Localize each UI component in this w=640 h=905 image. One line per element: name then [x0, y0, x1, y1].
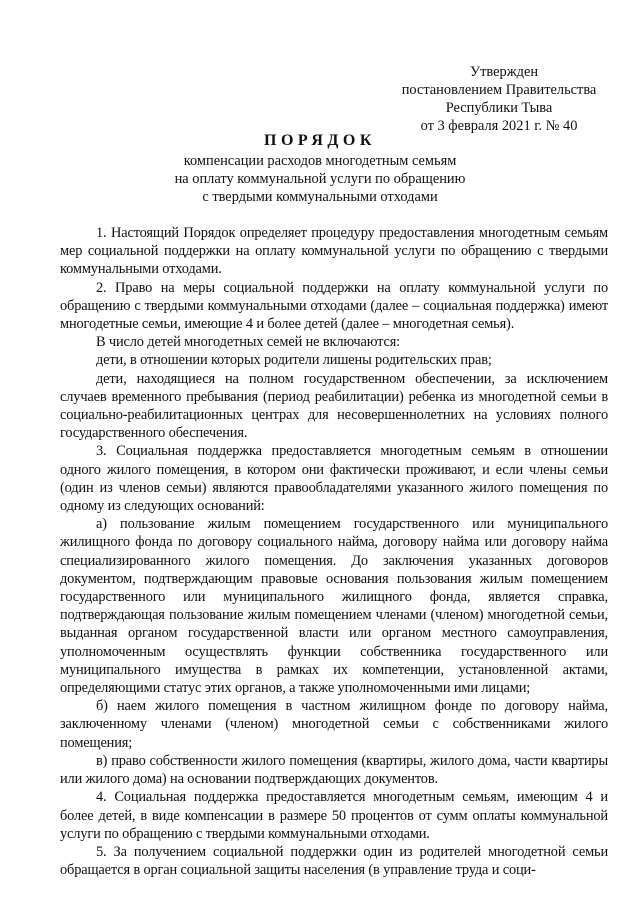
paragraph-2: 2. Право на меры социальной поддержки на оплату коммунальной услуги по обращению с твердыми коммунальными отходами (далее – социальная поддержка) имеют многодетные семьи, имеющие 4 и более детей (далее – многодетная семья).: [60, 279, 608, 333]
subtitle-line: на оплату коммунальной услуги по обращению: [174, 171, 466, 187]
paragraph-5: 5. За получением социальной поддержки один из родителей многодетной семьи обращается в орган социальной защиты населения (в управление труда и соци-: [60, 843, 608, 879]
document-subtitle: [0, 152, 640, 206]
approval-line: Утвержден: [469, 64, 539, 80]
paragraph-1: 1. Настоящий Порядок определяет процедуру предоставления многодетным семьям мер социальной поддержки на оплату коммунальной услуги по обращению с твердыми коммунальными отходами.: [60, 225, 608, 278]
document-body: [60, 224, 608, 879]
subtitle-line: компенсации расходов многодетным семьям: [183, 153, 457, 169]
paragraph-exclusion-1: дети, в отношении которых родители лишены родительских прав;: [96, 352, 492, 369]
paragraph-3c: в) право собственности жилого помещения (квартиры, жилого дома, части квартиры или жилого дома) на основании подтверждающих документов.: [60, 752, 608, 788]
approval-stamp: [384, 63, 614, 135]
approval-line: от 3 февраля 2021 г. № 40: [420, 118, 578, 134]
paragraph-exclusions-intro: В число детей многодетных семей не включаются:: [96, 334, 401, 351]
approval-line: Республики Тыва: [445, 100, 553, 116]
paragraph-4: 4. Социальная поддержка предоставляется многодетным семьям, имеющим 4 и более детей, в виде компенсации в размере 50 процентов от сумм оплаты коммунальной услуги по обращению с твердыми коммунальными отходами.: [60, 789, 608, 842]
paragraph-3a: а) пользование жилым помещением государственного или муниципального жилищного фонда по договору социального найма, договору найма или договору найма специализированного жилого помещения. До заключения указанных договоров документом, подтверждающим правовые основания пользования жилым помещением государственного или муниципального жилищного фонда, является справка, подтверждающая пользование жилым помещением членами (членом) многодетной семьи, выданная органом государственной власти или органом местного самоуправления, уполномоченным осуществлять функции собственника государственного или муниципального имущества в рамках их компетенции, установленной актами, определяющими статус этих органов, а также уполномоченными ими лицами;: [60, 516, 608, 697]
paragraph-exclusion-2: дети, находящиеся на полном государственном обеспечении, за исключением случаев временного пребывания (период реабилитации) ребенка из многодетной семьи в социально-реабилитационных центрах для несовершеннолетних на условиях полного государственного обеспечения.: [60, 370, 608, 442]
document-title: ПОРЯДОК: [264, 132, 376, 149]
approval-line: постановлением Правительства: [401, 82, 597, 98]
subtitle-line: с твердыми коммунальными отходами: [202, 189, 438, 205]
paragraph-3: 3. Социальная поддержка предоставляется многодетным семьям в отношении одного жилого помещения, в котором они фактически проживают, и если члены семьи (один из членов семьи) являются правообладателями указанного жилого помещения по одному из следующих оснований:: [60, 443, 608, 515]
paragraph-3b: б) наем жилого помещения в частном жилищном фонде по договору найма, заключенному членами (членом) многодетной семьи с собственниками жилого помещения;: [60, 698, 608, 751]
